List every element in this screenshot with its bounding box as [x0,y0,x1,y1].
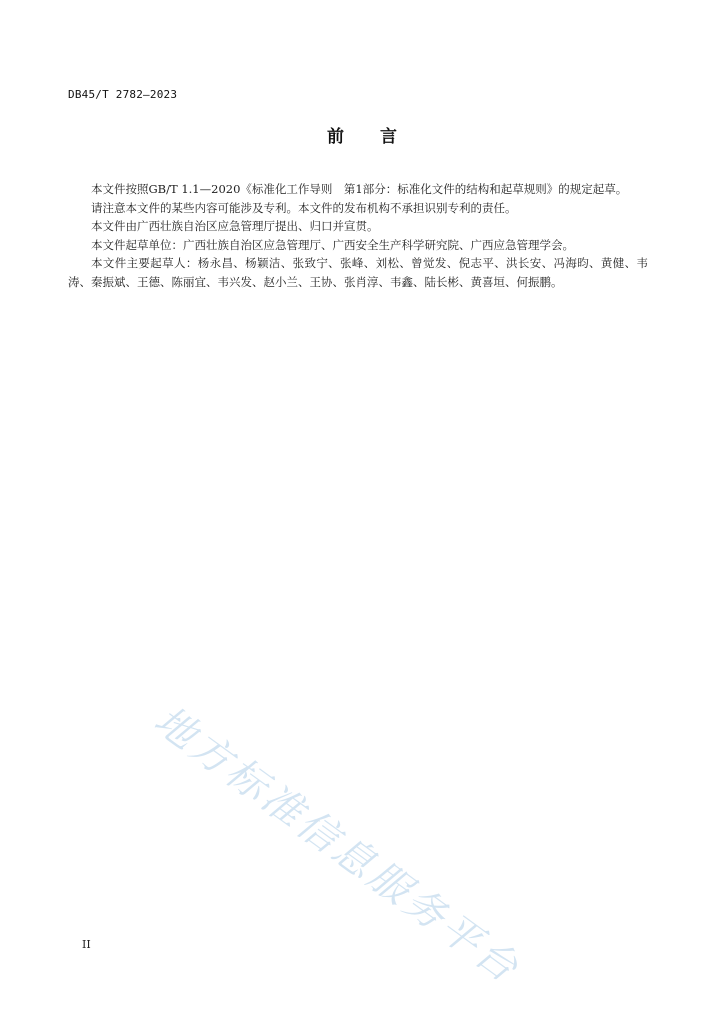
page-number: II [82,938,91,951]
watermark: 地方标准信息服务平台 [145,697,529,994]
paragraph-proposer: 本文件由广西壮族自治区应急管理厅提出、归口并宣贯。 [91,219,379,233]
document-code: DB45/T 2782—2023 [68,88,178,101]
foreword-body [68,180,648,291]
title-char-2: 言 [380,127,397,147]
title-char-1: 前 [327,127,344,147]
paragraph-drafters: 本文件主要起草人：杨永昌、杨颖洁、张致宁、张峰、刘松、曾觉发、倪志平、洪长安、冯海昀、黄健、韦涛、秦振斌、王德、陈丽宜、韦兴发、赵小兰、王协、张肖淳、韦鑫、陆长彬、黄喜垣、何振鹏。 [68,256,648,289]
paragraph-patent-notice: 请注意本文件的某些内容可能涉及专利。本文件的发布机构不承担识别专利的责任。 [91,200,517,215]
paragraph-drafting-units: 本文件起草单位：广西壮族自治区应急管理厅、广西安全生产科学研究院、广西应急管理学会。 [91,237,574,252]
page-title [0,122,724,147]
paragraph-drafting-basis: 本文件按照GB/T 1.1—2020《标准化工作导则 第1部分：标准化文件的结构和起草规则》的规定起草。 [91,182,628,196]
